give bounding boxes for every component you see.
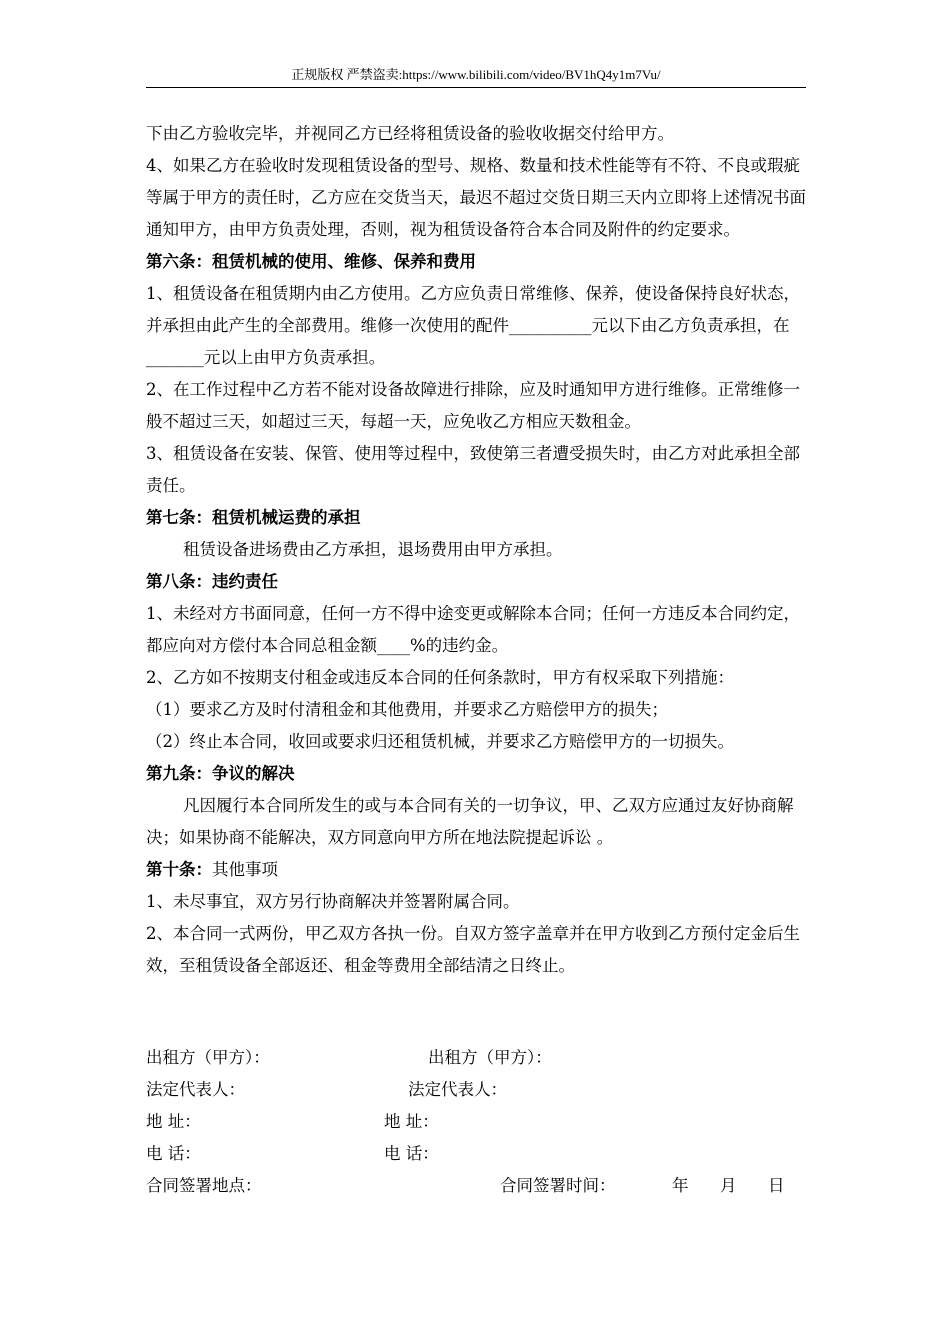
section-heading-10 xyxy=(146,854,808,886)
paragraph: 2、本合同一式两份，甲乙双方各执一份。自双方签字盖章并在甲方收到乙方预付定金后生效，至租赁设备全部返还、租金等费用全部结清之日终止。 xyxy=(146,924,800,975)
signature-row-signing xyxy=(146,1170,808,1202)
signing-month: 月 xyxy=(720,1176,737,1195)
paragraph: （2）终止本合同，收回或要求归还租赁机械，并要求乙方赔偿甲方的一切损失。 xyxy=(146,732,734,751)
signing-year: 年 xyxy=(672,1176,689,1195)
paragraph: 下由乙方验收完毕，并视同乙方已经将租赁设备的验收收据交付给甲方。 xyxy=(146,124,674,143)
section-heading-6: 第六条：租赁机械的使用、维修、保养和费用 xyxy=(146,252,476,271)
paragraph: 1、未经对方书面同意，任何一方不得中途变更或解除本合同；任何一方违反本合同约定，都应向对方偿付本合同总租金额____%的违约金。 xyxy=(146,604,800,655)
signature-row-lessor xyxy=(146,1042,808,1074)
section-heading-9: 第九条：争议的解决 xyxy=(146,764,295,783)
address-label-left: 地 址： xyxy=(146,1112,201,1131)
section-heading-8: 第八条：违约责任 xyxy=(146,572,278,591)
section-heading-10-title: 其他事项 xyxy=(212,860,278,879)
address-label-right: 地 址： xyxy=(384,1112,439,1131)
paragraph: 3、租赁设备在安装、保管、使用等过程中，致使第三者遭受损失时，由乙方对此承担全部责任。 xyxy=(146,444,800,495)
paragraph: （1）要求乙方及时付清租金和其他费用，并要求乙方赔偿甲方的损失； xyxy=(146,700,668,719)
paragraph: 4、如果乙方在验收时发现租赁设备的型号、规格、数量和技术性能等有不符、不良或瑕疵等属于甲方的责任时，乙方应在交货当天，最迟不超过交货日期三天内立即将上述情况书面通知甲方，由甲方负责处理，否则，视为租赁设备符合本合同及附件的约定要求。 xyxy=(146,156,806,239)
signature-block xyxy=(146,1042,808,1202)
lessor-label-left: 出租方（甲方）： xyxy=(146,1048,270,1067)
signing-time-label: 合同签署时间： xyxy=(500,1176,616,1195)
header-divider xyxy=(146,87,806,88)
signature-row-address xyxy=(146,1106,808,1138)
paragraph: 租赁设备进场费由乙方承担，退场费用由甲方承担。 xyxy=(183,540,563,559)
lessor-label-right: 出租方（甲方）： xyxy=(428,1048,552,1067)
section-heading-7: 第七条：租赁机械运费的承担 xyxy=(146,508,361,527)
signature-row-representative xyxy=(146,1074,808,1106)
section-heading-10-lead: 第十条： xyxy=(146,860,212,879)
phone-label-left: 电 话： xyxy=(146,1144,201,1163)
paragraph: 2、在工作过程中乙方若不能对设备故障进行排除，应及时通知甲方进行维修。正常维修一般不超过三天，如超过三天，每超一天，应免收乙方相应天数租金。 xyxy=(146,380,800,431)
signing-day: 日 xyxy=(768,1176,785,1195)
page-header: 正规版权 严禁盗卖:https://www.bilibili.com/video/BV1hQ4y1m7Vu/ xyxy=(291,67,661,82)
paragraph: 凡因履行本合同所发生的或与本合同有关的一切争议，甲、乙双方应通过友好协商解决；如果协商不能解决，双方同意向甲方所在地法院提起诉讼 。 xyxy=(146,796,794,847)
signing-place-label: 合同签署地点： xyxy=(146,1176,262,1195)
paragraph: 2、乙方如不按期支付租金或违反本合同的任何条款时，甲方有权采取下列措施： xyxy=(146,668,734,687)
paragraph: 1、未尽事宜，双方另行协商解决并签署附属合同。 xyxy=(146,892,520,911)
representative-label-right: 法定代表人： xyxy=(408,1080,507,1099)
signature-row-phone xyxy=(146,1138,808,1170)
paragraph: 1、租赁设备在租赁期内由乙方使用。乙方应负责日常维修、保养，使设备保持良好状态，并承担由此产生的全部费用。维修一次使用的配件__________元以下由乙方负责承担，在_______元以上由甲方负责承担。 xyxy=(146,284,800,367)
phone-label-right: 电 话： xyxy=(384,1144,439,1163)
contract-body xyxy=(146,118,808,982)
representative-label-left: 法定代表人： xyxy=(146,1080,245,1099)
